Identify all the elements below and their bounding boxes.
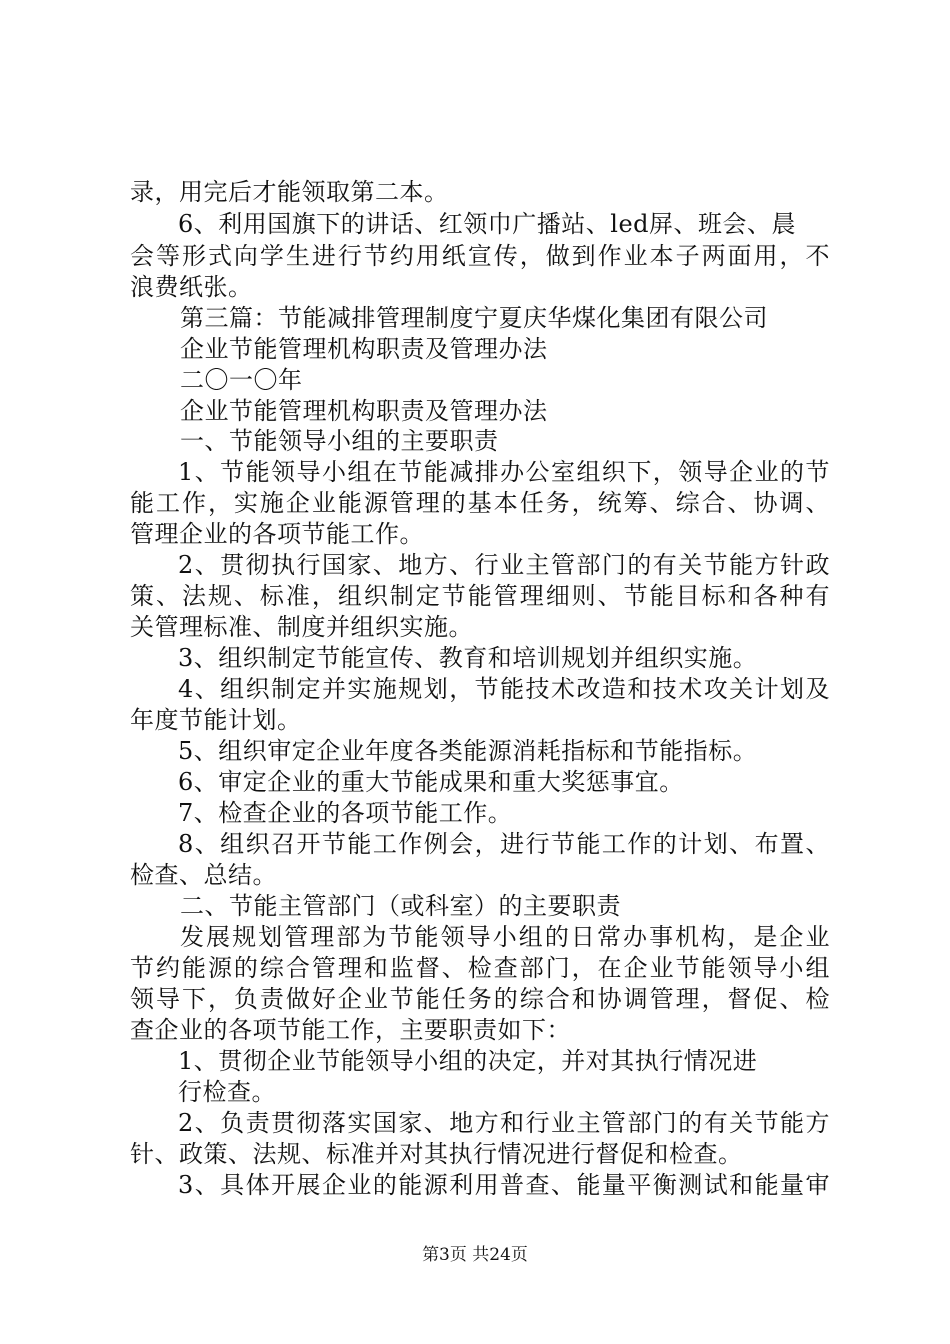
- text-line: 策、法规、标准，组织制定节能管理细则、节能目标和各种有: [130, 582, 830, 610]
- section-heading: 二、节能主管部门（或科室）的主要职责: [180, 892, 621, 920]
- text-line: 3、具体开展企业的能源利用普查、能量平衡测试和能量审: [178, 1171, 830, 1199]
- section-heading: 企业节能管理机构职责及管理办法: [180, 335, 548, 363]
- text-line: 管理企业的各项节能工作。: [130, 520, 424, 548]
- text-line: 7、检查企业的各项节能工作。: [178, 799, 513, 827]
- text-line: 4、组织制定并实施规划，节能技术改造和技术攻关计划及: [178, 675, 830, 703]
- text-line: 8、组织召开节能工作例会，进行节能工作的计划、布置、: [178, 830, 830, 858]
- text-line: 发展规划管理部为节能领导小组的日常办事机构，是企业: [180, 923, 830, 951]
- text-line: 领导下，负责做好企业节能任务的综合和协调管理，督促、检: [130, 985, 830, 1013]
- text-line: 年度节能计划。: [130, 706, 302, 734]
- text-line: 会等形式向学生进行节约用纸宣传，做到作业本子两面用，不: [130, 242, 830, 270]
- text-line: 5、组织审定企业年度各类能源消耗指标和节能指标。: [178, 737, 758, 765]
- text-line: 3、组织制定节能宣传、教育和培训规划并组织实施。: [178, 644, 758, 672]
- text-line: 二〇一〇年: [180, 366, 303, 394]
- section-heading: 企业节能管理机构职责及管理办法: [180, 397, 548, 425]
- text-line: 6、审定企业的重大节能成果和重大奖惩事宜。: [178, 768, 684, 796]
- text-line: 6、利用国旗下的讲话、红领巾广播站、led屏、班会、晨: [178, 210, 797, 238]
- text-line: 浪费纸张。: [130, 273, 253, 301]
- text-line: 2、贯彻执行国家、地方、行业主管部门的有关节能方针政: [178, 551, 830, 579]
- text-line: 检查、总结。: [130, 861, 277, 889]
- text-line: 1、贯彻企业节能领导小组的决定，并对其执行情况进: [178, 1047, 758, 1075]
- section-heading: 第三篇：节能减排管理制度宁夏庆华煤化集团有限公司: [180, 304, 768, 332]
- text-line: 2、负责贯彻落实国家、地方和行业主管部门的有关节能方: [178, 1109, 830, 1137]
- text-line: 针、政策、法规、标准并对其执行情况进行督促和检查。: [130, 1140, 743, 1168]
- text-line: 查企业的各项节能工作，主要职责如下：: [130, 1016, 571, 1044]
- text-line: 1、节能领导小组在节能减排办公室组织下，领导企业的节: [178, 458, 830, 486]
- text-line: 录，用完后才能领取第二本。: [130, 178, 449, 206]
- text-line: 关管理标准、制度并组织实施。: [130, 613, 473, 641]
- text-line: 节约能源的综合管理和监督、检查部门，在企业节能领导小组: [130, 954, 830, 982]
- text-line: 能工作，实施企业能源管理的基本任务，统筹、综合、协调、: [130, 489, 830, 517]
- section-heading: 一、节能领导小组的主要职责: [180, 427, 499, 455]
- text-line: 行检查。: [178, 1078, 276, 1106]
- page-footer: 第3页 共24页: [422, 1245, 528, 1265]
